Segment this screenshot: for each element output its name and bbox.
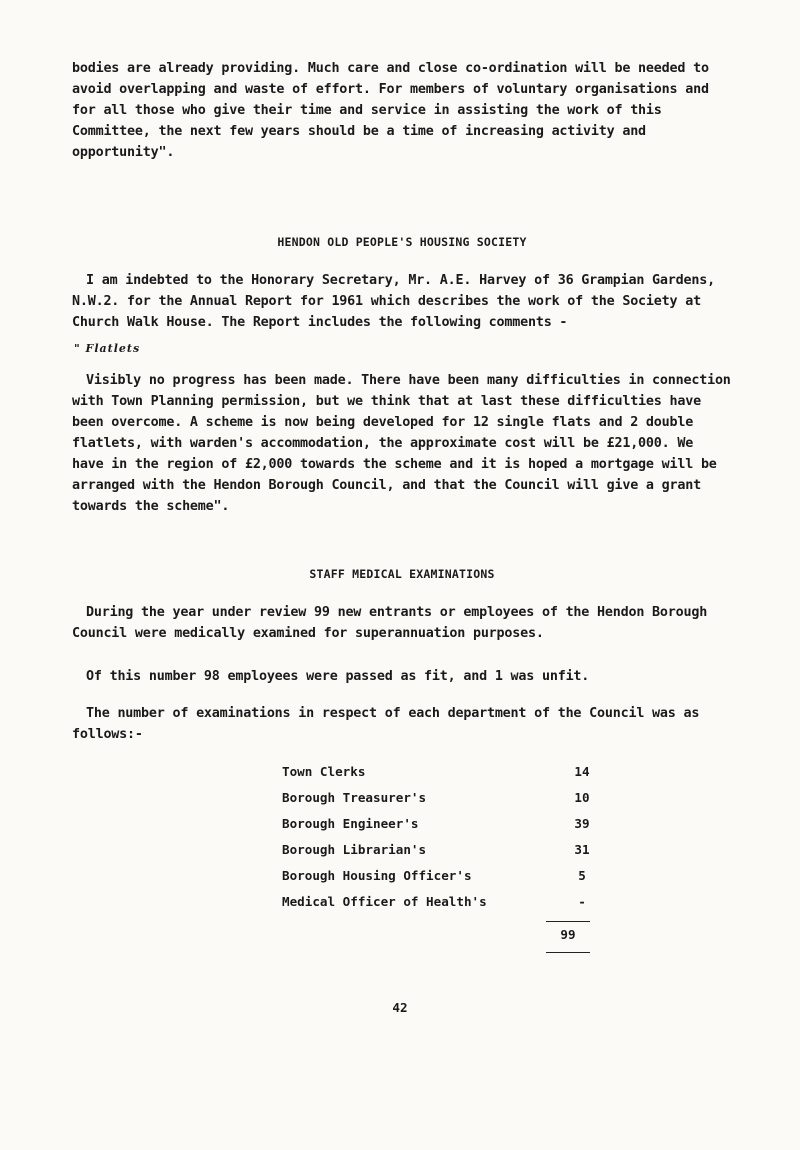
department-count: - bbox=[578, 893, 586, 909]
intro-paragraph: bodies are already providing. Much care and close co-ordination will be needed to avoid overlapping and waste of effort. For members of voluntary organisations and for all those who give their time and service in assisting the work of this Committee, the next few years should be a time of increasing activity and opportunity". bbox=[72, 61, 709, 160]
table-row bbox=[282, 836, 622, 862]
department-count: 39 bbox=[574, 815, 590, 831]
department-name: Town Clerks bbox=[282, 763, 366, 779]
examinations-table bbox=[282, 758, 622, 942]
department-count: 10 bbox=[574, 789, 590, 805]
department-count: 5 bbox=[578, 867, 586, 883]
department-count: 14 bbox=[574, 763, 590, 779]
table-row bbox=[282, 888, 622, 914]
department-count: 31 bbox=[574, 841, 590, 857]
table-row bbox=[282, 784, 622, 810]
department-name: Medical Officer of Health's bbox=[282, 893, 487, 909]
staff-heading: STAFF MEDICAL EXAMINATIONS bbox=[309, 567, 495, 581]
staff-paragraph-1: During the year under review 99 new entrants or employees of the Hendon Borough Council were medically examined for superannuation purposes. bbox=[72, 605, 708, 641]
housing-paragraph: I am indebted to the Honorary Secretary, Mr. A.E. Harvey of 36 Grampian Gardens, N.W.2. for the Annual Report for 1961 which describes the work of the Society at Church Walk House. The Report includes the following comments - bbox=[72, 273, 715, 330]
total-rule-top bbox=[546, 921, 590, 922]
department-name: Borough Housing Officer's bbox=[282, 867, 472, 883]
flatlets-subheading: " Flatlets bbox=[74, 342, 141, 355]
housing-heading: HENDON OLD PEOPLE'S HOUSING SOCIETY bbox=[277, 235, 527, 249]
department-name: Borough Engineer's bbox=[282, 815, 419, 831]
flatlets-quote: Visibly no progress has been made. There have been many difficulties in connection with Town Planning permission, but we think that at last these difficulties have been overcome. A scheme is now being developed for 12 single flats and 2 double flatlets, with warden's accommodation, the approximate cost will be £21,000. We have in the region of £2,000 towards the scheme and it is hoped a mortgage will be arranged with the Hendon Borough Council, and that the Council will give a grant towards the scheme". bbox=[72, 373, 731, 514]
staff-paragraph-3: The number of examinations in respect of each department of the Council was as follows:- bbox=[72, 706, 700, 742]
table-row bbox=[282, 810, 622, 836]
staff-paragraph-2: Of this number 98 employees were passed as fit, and 1 was unfit. bbox=[86, 669, 590, 684]
total-count: 99 bbox=[560, 927, 576, 942]
table-row bbox=[282, 862, 622, 888]
department-name: Borough Treasurer's bbox=[282, 789, 427, 805]
table-row bbox=[282, 758, 622, 784]
department-name: Borough Librarian's bbox=[282, 841, 427, 857]
total-rule-bottom bbox=[546, 952, 590, 953]
page-number: 42 bbox=[392, 1000, 408, 1015]
